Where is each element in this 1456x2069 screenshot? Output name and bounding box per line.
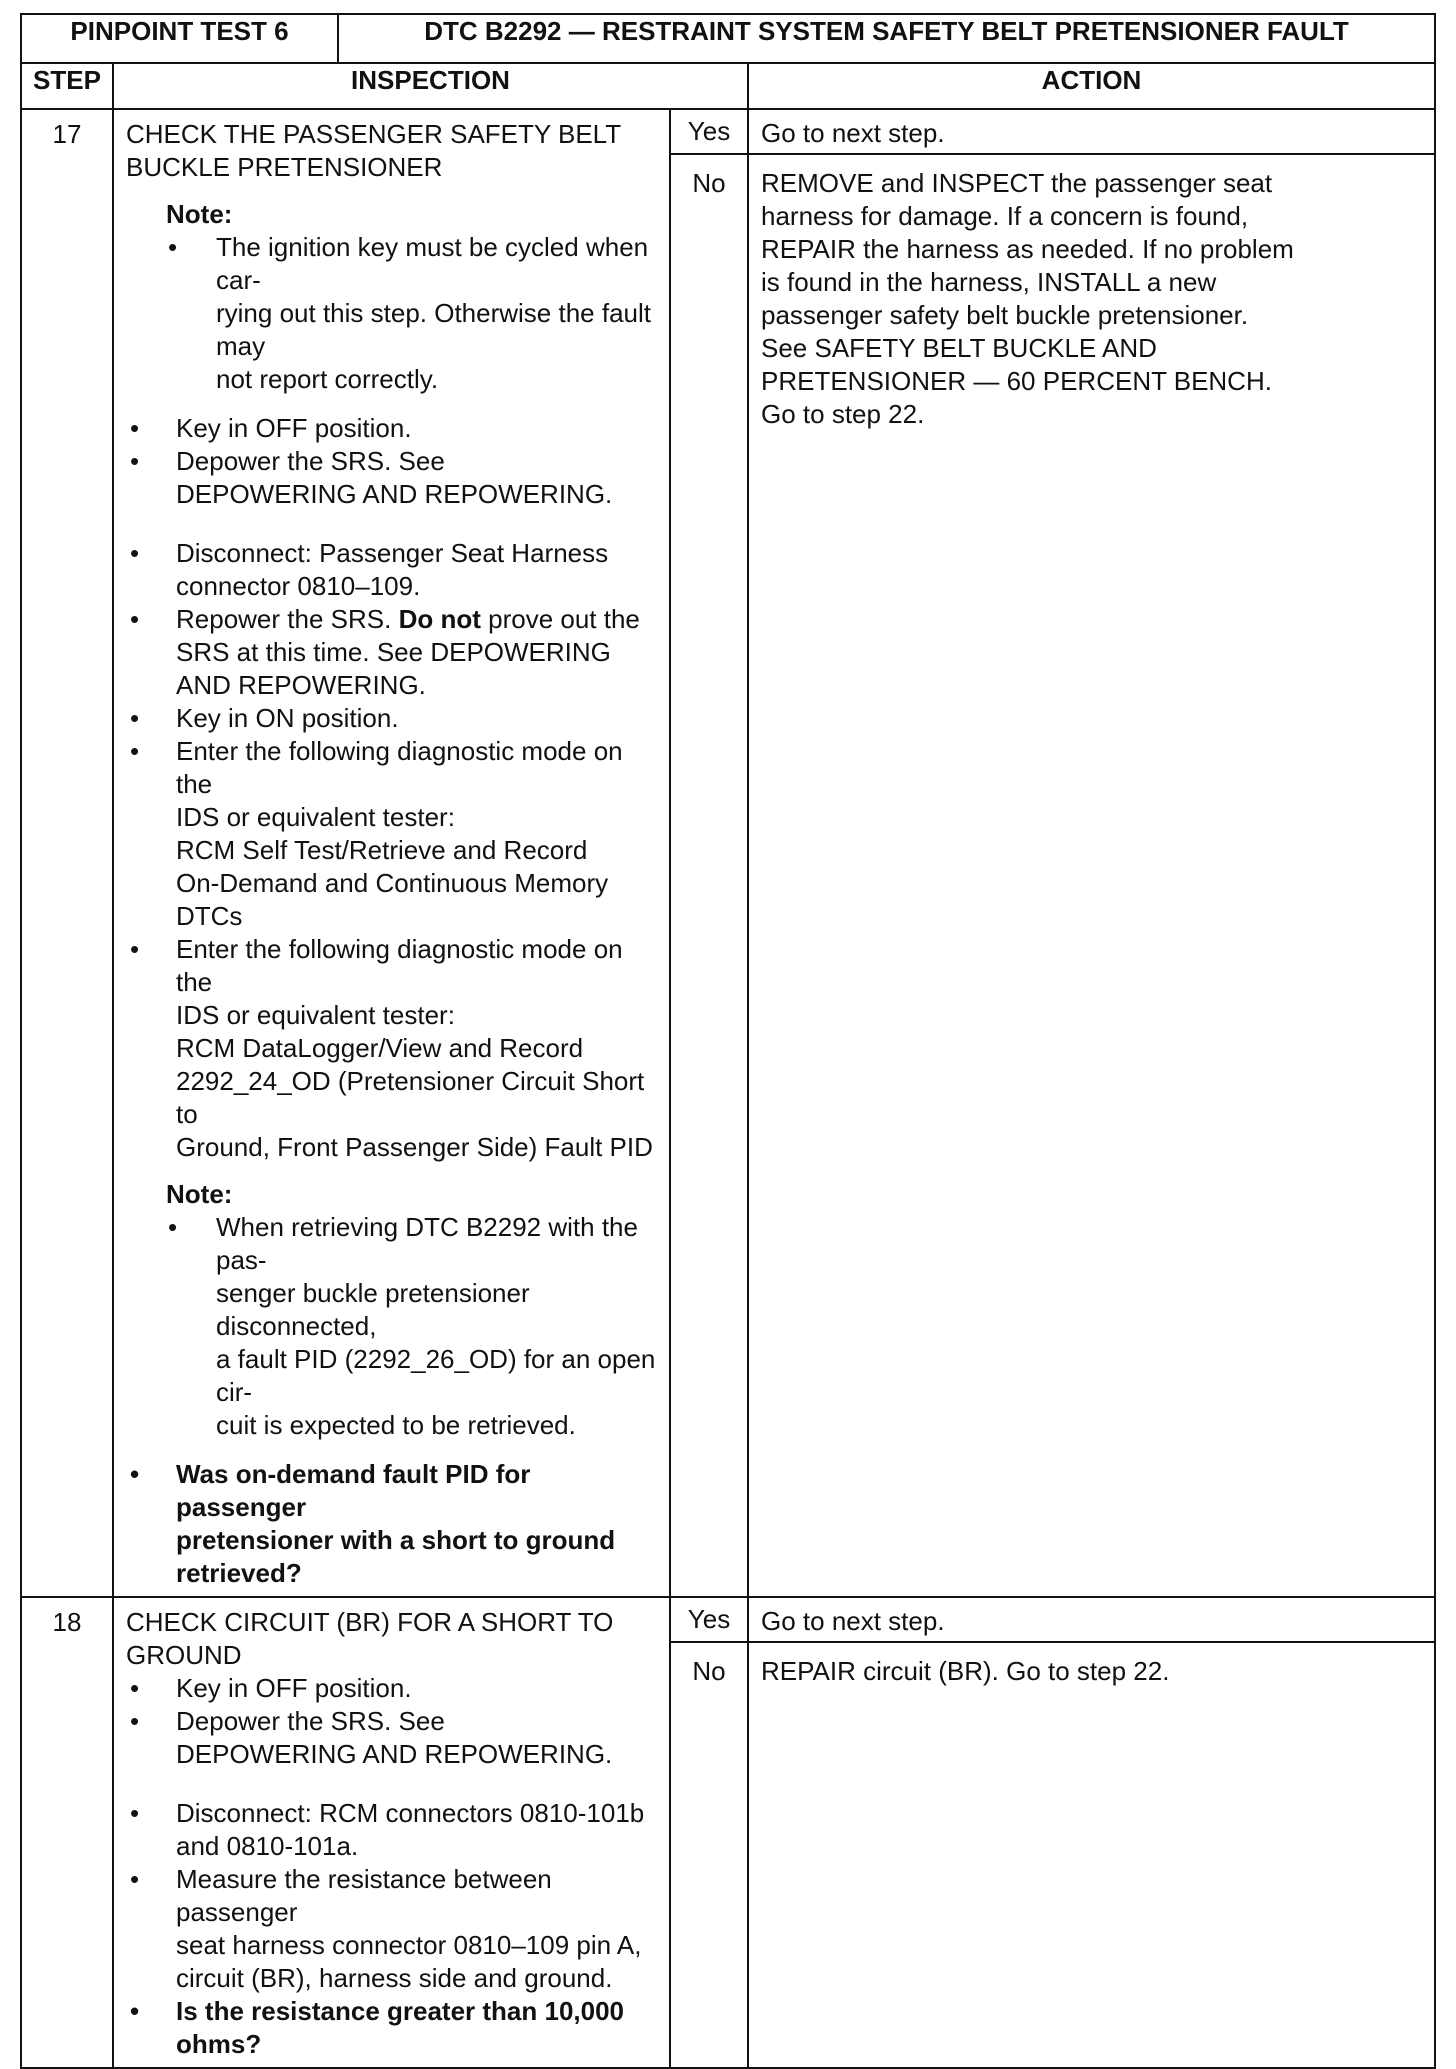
question-item: [126, 1995, 659, 2061]
text-line: • Depower the SRS. See: [176, 1706, 445, 1736]
text-line: SRS at this time. See DEPOWERING: [176, 637, 611, 667]
text-line: ohms?: [176, 2029, 262, 2059]
yes-action: Go to next step.: [748, 1597, 1435, 1642]
bullet-list: [126, 412, 659, 511]
no-label: No: [670, 1642, 748, 2068]
yes-label: Yes: [670, 1597, 748, 1642]
text-line: retrieved?: [176, 1558, 302, 1588]
emphasis-text: Do not: [398, 604, 481, 634]
note-label: Note:: [166, 1179, 233, 1209]
step-title-line: GROUND: [126, 1640, 242, 1670]
text-line: and 0810-101a.: [176, 1831, 359, 1861]
text-line: • Enter the following diagnostic mode on the: [176, 934, 623, 997]
text-line: rying out this step. Otherwise the fault may: [216, 298, 651, 361]
text-line: RCM Self Test/Retrieve and Record: [176, 835, 588, 865]
table-row: [21, 109, 1435, 154]
table-title-row: [21, 14, 1435, 63]
text-line: IDS or equivalent tester:: [176, 802, 455, 832]
column-header-action: ACTION: [748, 63, 1435, 109]
table-row: [21, 1597, 1435, 1642]
text-line: connector 0810–109.: [176, 571, 421, 601]
text-line: pretensioner with a short to ground: [176, 1525, 616, 1555]
text-line: seat harness connector 0810–109 pin A,: [176, 1930, 642, 1960]
text-line: • Key in ON position.: [176, 703, 399, 733]
list-item: [126, 1705, 659, 1771]
yes-label: Yes: [670, 109, 748, 154]
text-line: RCM DataLogger/View and Record: [176, 1033, 584, 1063]
list-item: [126, 1863, 659, 1995]
list-item: [126, 1672, 659, 1705]
column-header-step: STEP: [21, 63, 113, 109]
note-item: [166, 1211, 659, 1442]
list-item: [126, 702, 659, 735]
note-block: [166, 198, 659, 396]
note-item: [166, 231, 659, 396]
text-line: cuit is expected to be retrieved.: [216, 1410, 576, 1440]
test-title: DTC B2292 — RESTRAINT SYSTEM SAFETY BELT PRETENSIONER FAULT: [338, 14, 1435, 63]
list-item: [126, 537, 659, 603]
text-line: not report correctly.: [216, 364, 439, 394]
step-number: 17: [21, 109, 113, 1597]
text-line: AND REPOWERING.: [176, 670, 426, 700]
inspection-cell: [113, 109, 670, 1597]
text-line: senger buckle pretensioner disconnected,: [216, 1278, 530, 1341]
text-line: IDS or equivalent tester:: [176, 1000, 455, 1030]
text-line: • Measure the resistance between passenger: [176, 1864, 552, 1927]
bullet-list: [126, 1797, 659, 2061]
text-line: • Disconnect: Passenger Seat Harness: [176, 538, 609, 568]
test-label: PINPOINT TEST 6: [21, 14, 338, 63]
text-line: • When retrieving DTC B2292 with the pas-: [216, 1212, 638, 1275]
step-number: 18: [21, 1597, 113, 2068]
text-span: prove out the: [488, 604, 640, 634]
text-line: See SAFETY BELT BUCKLE AND: [761, 333, 1157, 363]
text-line: • The ignition key must be cycled when car-: [216, 232, 649, 295]
list-item: [126, 735, 659, 933]
pinpoint-test-table: [20, 13, 1436, 2069]
text-line: harness for damage. If a concern is found,: [761, 201, 1249, 231]
bullet-list: [126, 537, 659, 1164]
text-line: • Key in OFF position.: [176, 413, 412, 443]
inspection-cell: [113, 1597, 670, 2068]
text-line: DEPOWERING AND REPOWERING.: [176, 479, 613, 509]
list-item: [126, 412, 659, 445]
bullet-list: [126, 1458, 659, 1590]
text-line: PRETENSIONER — 60 PERCENT BENCH.: [761, 366, 1272, 396]
no-action: [748, 154, 1435, 1597]
note-block: [166, 1178, 659, 1442]
text-line: a fault PID (2292_26_OD) for an open cir-: [216, 1344, 656, 1407]
text-line: • Is the resistance greater than 10,000: [176, 1996, 625, 2026]
text-line: REPAIR circuit (BR). Go to step 22.: [761, 1656, 1170, 1686]
list-item: [126, 445, 659, 511]
text-line: [176, 603, 659, 636]
step-title-line: CHECK THE PASSENGER SAFETY BELT: [126, 119, 622, 149]
text-line: circuit (BR), harness side and ground.: [176, 1963, 613, 1993]
no-action: [748, 1642, 1435, 2068]
list-item: [126, 1797, 659, 1863]
step-title-line: BUCKLE PRETENSIONER: [126, 152, 443, 182]
text-line: • Enter the following diagnostic mode on the: [176, 736, 623, 799]
column-header-row: [21, 63, 1435, 109]
text-line: • Key in OFF position.: [176, 1673, 412, 1703]
yes-action: Go to next step.: [748, 109, 1435, 154]
text-line: Go to step 22.: [761, 399, 925, 429]
text-line: Ground, Front Passenger Side) Fault PID: [176, 1132, 653, 1162]
step-title-line: CHECK CIRCUIT (BR) FOR A SHORT TO: [126, 1607, 614, 1637]
no-label: No: [670, 154, 748, 1597]
text-line: passenger safety belt buckle pretensioner.: [761, 300, 1249, 330]
text-line: On-Demand and Continuous Memory DTCs: [176, 868, 609, 931]
list-item: [126, 933, 659, 1164]
text-line: • Depower the SRS. See: [176, 446, 445, 476]
text-line: • Disconnect: RCM connectors 0810-101b: [176, 1798, 645, 1828]
column-header-inspection: INSPECTION: [113, 63, 748, 109]
list-item: [126, 603, 659, 702]
text-line: • Was on-demand fault PID for passenger: [176, 1459, 531, 1522]
bullet-list: [126, 1672, 659, 1771]
text-span: Repower the SRS.: [176, 604, 392, 634]
text-line: 2292_24_OD (Pretensioner Circuit Short to: [176, 1066, 645, 1129]
text-line: REMOVE and INSPECT the passenger seat: [761, 168, 1273, 198]
question-item: [126, 1458, 659, 1590]
text-line: is found in the harness, INSTALL a new: [761, 267, 1217, 297]
text-line: DEPOWERING AND REPOWERING.: [176, 1739, 613, 1769]
note-label: Note:: [166, 199, 233, 229]
text-line: REPAIR the harness as needed. If no problem: [761, 234, 1294, 264]
